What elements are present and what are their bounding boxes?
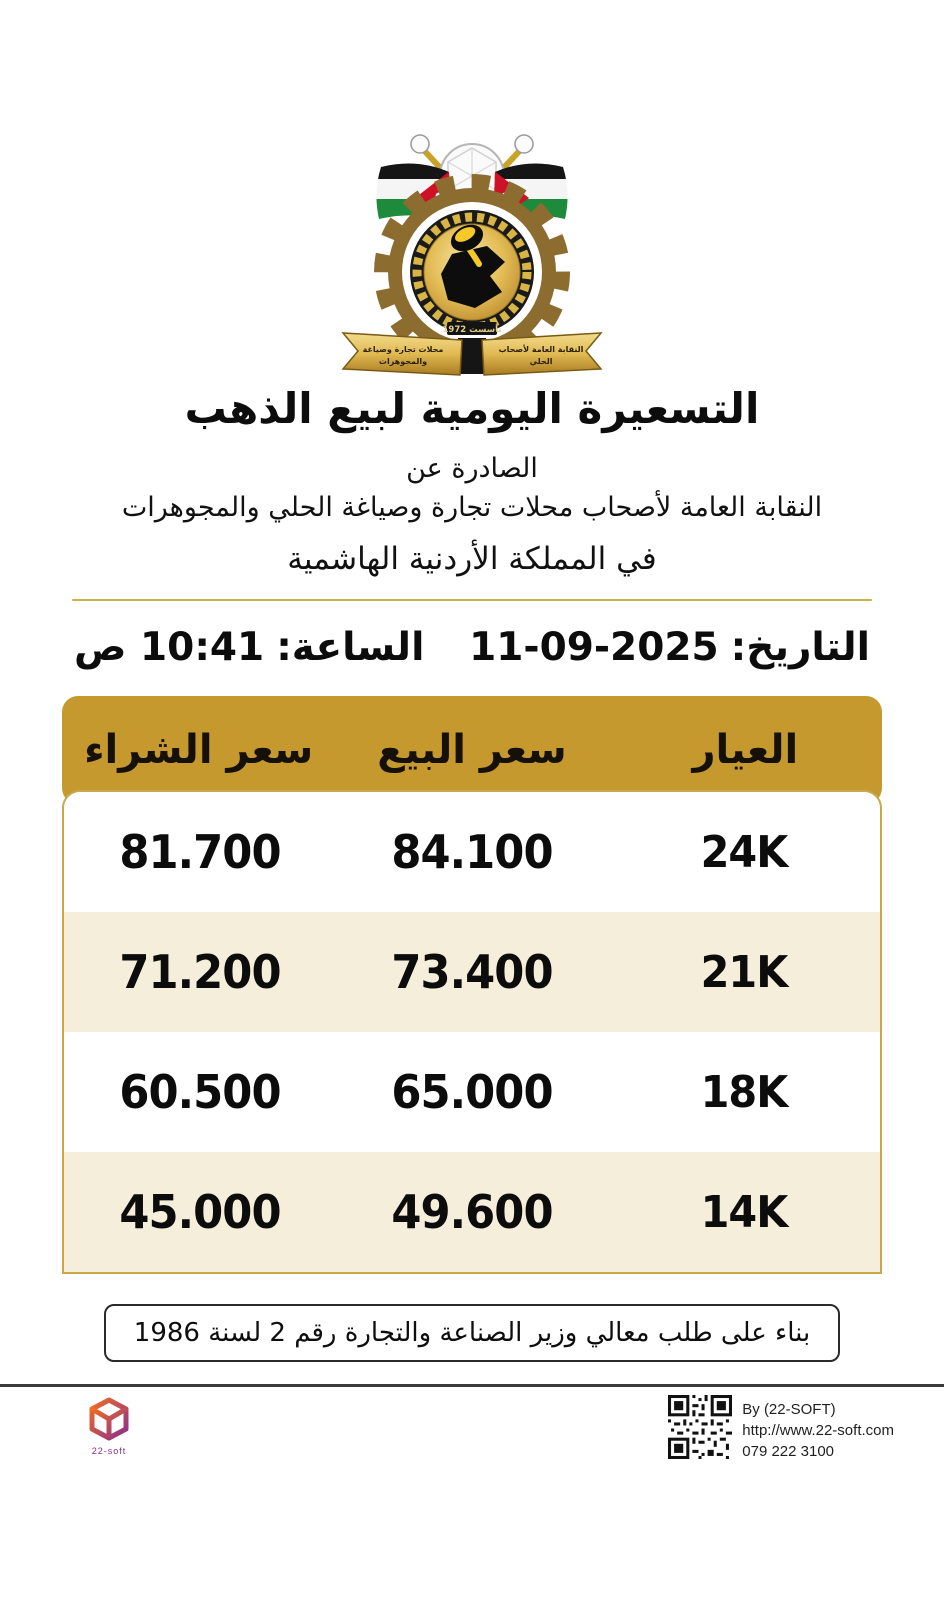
table-row-18k	[64, 1032, 880, 1152]
sell-price-value: 49.600	[391, 1185, 553, 1239]
header-buy-price: سعر الشراء	[84, 727, 314, 773]
date-time-row	[74, 625, 870, 670]
sell-price-value: 73.400	[391, 945, 553, 999]
karat-value: 14K	[700, 1186, 788, 1238]
karat-value: 21K	[700, 946, 788, 998]
ribbon-right-text-2: الحلي	[529, 357, 553, 366]
footer	[0, 1395, 944, 1462]
table-header-row	[62, 696, 882, 804]
developer-by: By (22-SOFT)	[742, 1401, 836, 1418]
buy-price-value: 71.200	[119, 945, 281, 999]
developer-url: http://www.22-soft.com	[742, 1422, 894, 1439]
date-value: 11-09-2025	[469, 625, 719, 670]
buy-price-value: 60.500	[119, 1065, 281, 1119]
time-label: الساعة:	[276, 625, 425, 670]
gold-divider	[72, 599, 872, 601]
page-title: التسعيرة اليومية لبيع الذهب	[184, 384, 760, 433]
table-row-21k	[64, 912, 880, 1032]
qr-code-icon	[668, 1395, 732, 1459]
sell-price-value: 84.100	[391, 825, 553, 879]
founded-text: تأسست 1972	[442, 325, 502, 335]
legal-note: بناء على طلب معالي وزير الصناعة والتجارة رقم 2 لسنة 1986	[104, 1304, 840, 1362]
syndicate-name-line: النقابة العامة لأصحاب محلات تجارة وصياغة الحلي والمجوهرات	[121, 492, 823, 523]
karat-value: 18K	[700, 1066, 788, 1118]
syndicate-emblem	[317, 122, 627, 378]
ribbon-banner	[343, 333, 601, 375]
developer-phone: 079 222 3100	[742, 1443, 835, 1460]
developer-credit-text	[742, 1395, 894, 1462]
gold-price-table	[62, 696, 882, 1274]
company-logo-caption: 22-soft	[91, 1446, 127, 1456]
company-logo-block	[86, 1395, 132, 1456]
sell-price-value: 65.000	[391, 1065, 553, 1119]
table-row-14k	[64, 1152, 880, 1272]
time-group	[74, 625, 424, 670]
ribbon-left-text-2: والمجوهرات	[378, 357, 428, 366]
time-value: 10:41 ص	[74, 625, 265, 670]
ribbon-right-text-1: النقابة العامة لأصحاب	[498, 345, 584, 354]
table-body	[62, 790, 882, 1274]
founded-banner	[442, 322, 501, 335]
kingdom-line: في المملكة الأردنية الهاشمية	[287, 541, 657, 577]
buy-price-value: 45.000	[119, 1185, 281, 1239]
company-logo-cube-icon	[86, 1395, 132, 1445]
header-karat: العيار	[692, 727, 799, 773]
karat-value: 24K	[700, 826, 788, 878]
date-group	[469, 625, 870, 670]
issued-by-line: الصادرة عن	[406, 453, 538, 484]
header-sell-price: سعر البيع	[377, 727, 567, 773]
developer-credit-block	[668, 1395, 894, 1462]
footer-divider	[0, 1384, 944, 1387]
date-label: التاريخ:	[730, 625, 870, 670]
ribbon-left-text-1: محلات تجارة وصياغة	[362, 345, 444, 354]
buy-price-value: 81.700	[119, 825, 281, 879]
table-row-24k	[64, 792, 880, 912]
